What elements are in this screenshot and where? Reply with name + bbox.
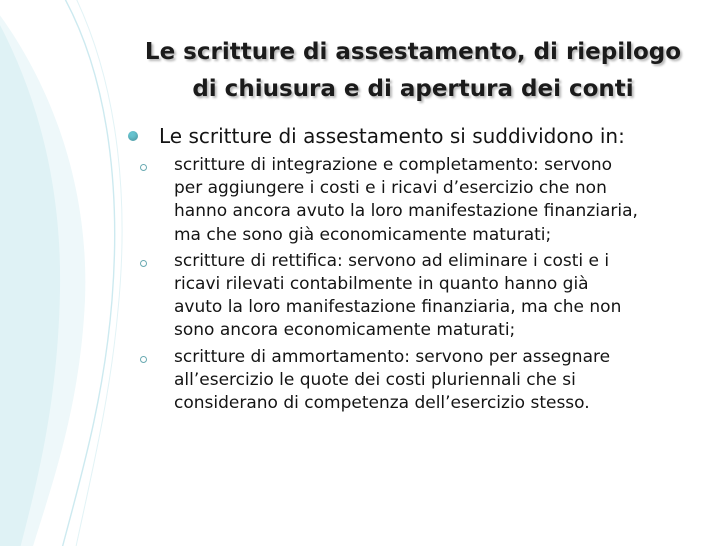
sub-bullet-line: scritture di integrazione e completamento: servono <box>174 155 613 175</box>
slide-body <box>128 121 708 418</box>
decorative-swoosh-outer <box>0 0 85 546</box>
ring-bullet-icon <box>140 260 147 267</box>
sub-bullet-line: ma che sono già economicamente maturati; <box>174 224 552 245</box>
main-bullet <box>128 121 708 151</box>
decorative-swoosh-inner <box>0 0 60 546</box>
sub-bullet-line: considerano di competenza dell’esercizio stesso. <box>174 393 590 414</box>
sub-bullet-line: all’esercizio le quote dei costi pluriennali che si <box>174 369 576 390</box>
sub-bullet-line: scritture di rettifica: servono ad eliminare i costi e i <box>174 250 610 271</box>
sub-bullet-line: ricavi rilevati contabilmente in quanto hanno già <box>174 274 589 295</box>
sub-bullet-line: scritture di ammortamento: servono per assegnare <box>174 346 611 367</box>
sub-bullet-rettifica <box>128 250 708 343</box>
sub-bullet-ammortamento <box>128 346 708 416</box>
sub-bullet-line: hanno ancora avuto la loro manifestazione finanziaria, <box>174 201 638 222</box>
slide-title <box>118 34 708 108</box>
title-line: di chiusura e di apertura dei conti <box>192 76 634 102</box>
ring-bullet-icon <box>140 356 147 363</box>
sub-bullet-integrazione <box>128 154 708 247</box>
title-line: Le scritture di assestamento, di riepilogo <box>144 39 682 65</box>
sub-bullet-line: avuto la loro manifestazione finanziaria, ma che non <box>174 297 622 318</box>
round-bullet-icon <box>128 131 138 141</box>
ring-bullet-icon <box>140 164 147 171</box>
decorative-stroke-2 <box>72 0 122 546</box>
sub-bullet-line: per aggiungere i costi e i ricavi d’esercizio che non <box>174 178 607 199</box>
decorative-stroke-1 <box>60 0 115 546</box>
main-bullet-text: Le scritture di assestamento si suddividono in: <box>159 124 625 148</box>
sub-bullet-line: sono ancora economicamente maturati; <box>174 320 516 341</box>
